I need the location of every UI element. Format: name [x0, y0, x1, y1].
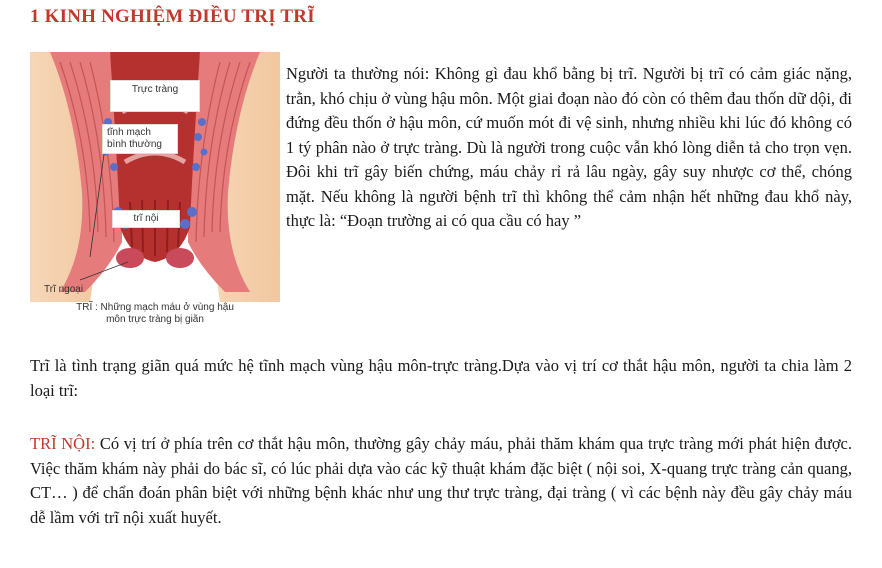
label-internal-hemorrhoid: trĩ nội: [112, 210, 180, 228]
label-normal-vein-line2: bình thường: [107, 139, 162, 150]
caption-line-1: TRĨ : Những mạch máu ở vùng hậu: [76, 302, 234, 313]
internal-hemorrhoid-text: Có vị trí ở phía trên cơ thắt hậu môn, thường gây chảy máu, phải thăm khám qua trực tràng mới phát hiện được. Việc thăm khám này phải do bác sĩ, có lúc phải dựa vào các kỹ thuật khám đặc biệt ( nội soi, X-quang trực tràng cản quang, CT… ) để chẩn đoán phân biệt với những bệnh khác như ung thư trực tràng, đại tràng ( vì các bệnh này đều gây chảy máu dễ lầm với trĩ nội xuất huyết.: [30, 434, 852, 527]
label-external-hemorrhoid: Trĩ ngoại: [44, 284, 84, 295]
hemorrhoid-illustration: [30, 52, 280, 336]
intro-paragraph: Người ta thường nói: Không gì đau khổ bằng bị trĩ. Người bị trĩ có cảm giác nặng, trằn, khó chịu ở vùng hậu môn. Một giai đoạn nào đó còn có thêm đau thốn dữ dội, đi đứng đều thốn ở hậu môn, cứ muốn mót đi vệ sinh, nhưng nhiều khi lúc đó không có 1 tý phân nào ở trực tràng. Dù là người trong cuộc vẫn khó lòng diễn tả cho trọn vẹn. Đôi khi trĩ gây biến chứng, máu chảy rỉ rả lâu ngày, gây suy nhược cơ thể, chóng mặt. Nếu không là người bệnh trĩ thì không thể cảm nhận hết những đau khổ này, thực là: “Đoạn trường ai có qua cầu có hay ”: [286, 64, 852, 230]
label-normal-vein: [102, 124, 178, 154]
figure-caption: [30, 302, 280, 326]
caption-line-2: môn trực tràng bị giãn: [106, 314, 204, 325]
page-title: 1 KINH NGHIỆM ĐIỀU TRỊ TRĨ: [30, 6, 315, 27]
label-normal-vein-line1: tĩnh mạch: [107, 127, 151, 138]
internal-hemorrhoid-paragraph: [30, 432, 852, 530]
internal-hemorrhoid-keyword: TRĨ NỘI:: [30, 434, 96, 453]
label-rectum: Trực tràng: [110, 80, 200, 112]
definition-paragraph: Trĩ là tình trạng giãn quá mức hệ tĩnh mạch vùng hậu môn-trực tràng.Dựa vào vị trí cơ thắt hậu môn, người ta chia làm 2 loại trĩ:: [30, 356, 852, 400]
